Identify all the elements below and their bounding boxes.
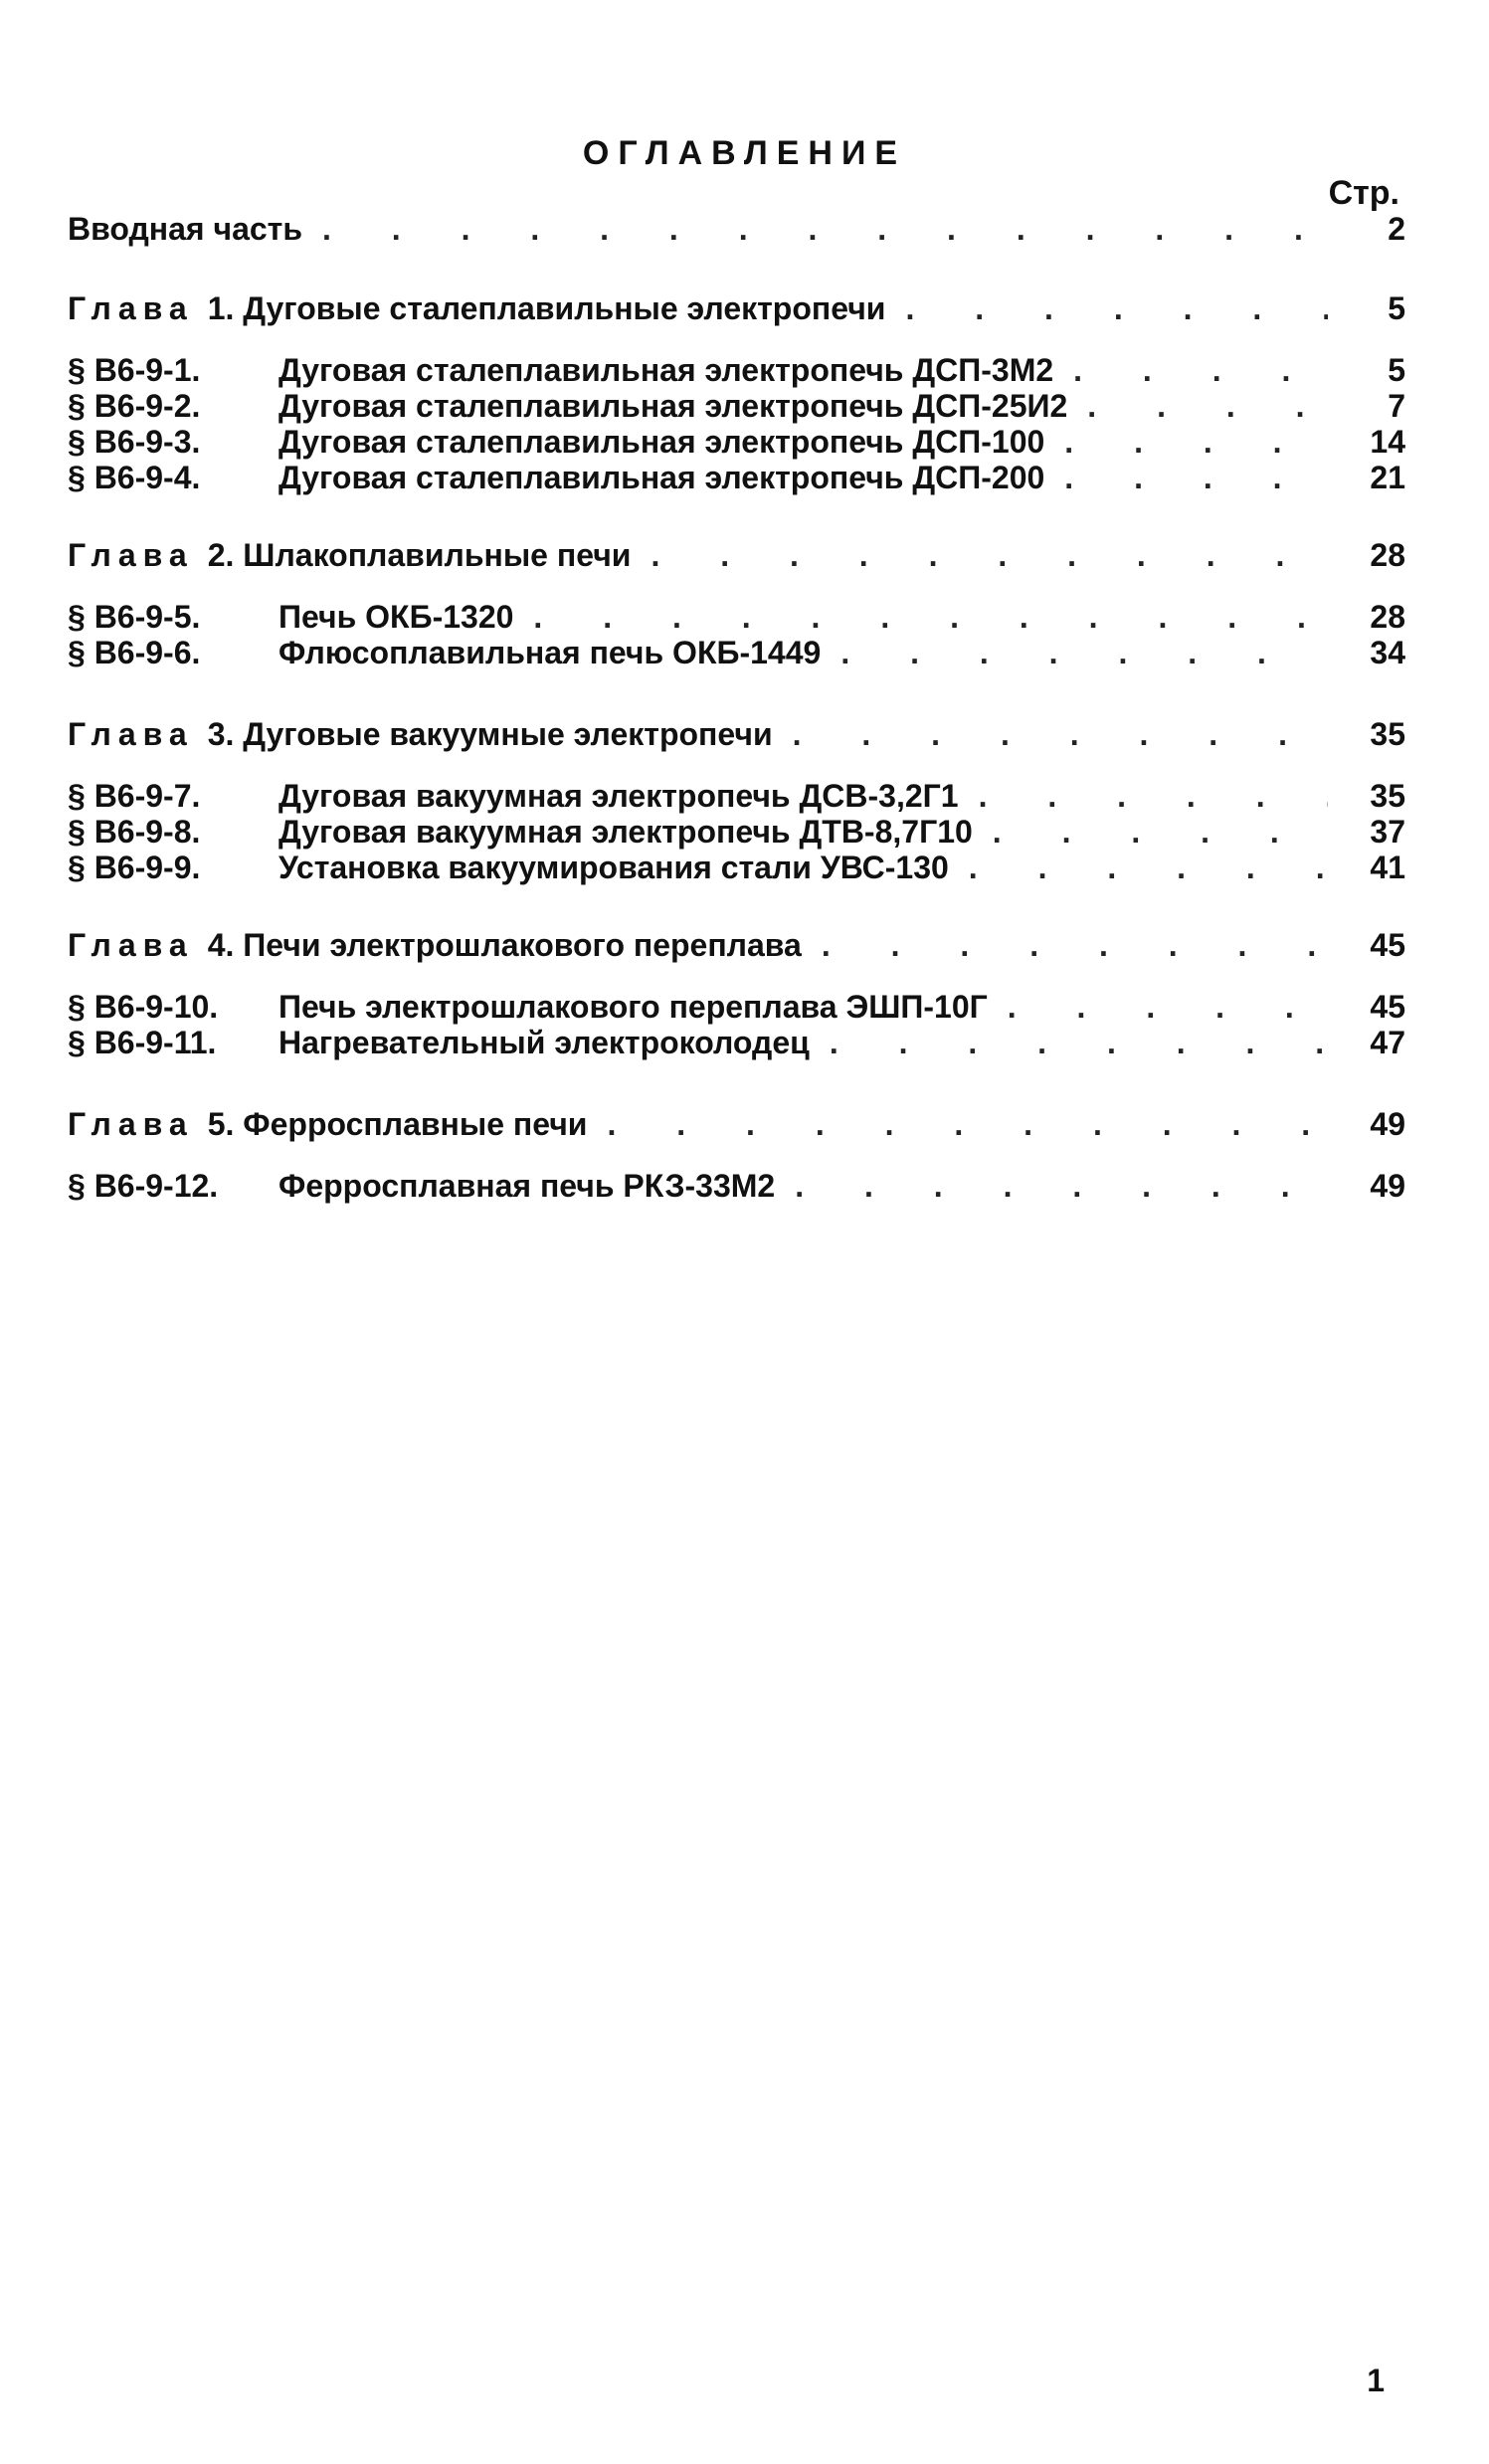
section-title: Дуговая сталеплавильная электропечь ДСП-25И2	[279, 388, 1068, 424]
section-title: Дуговая сталеплавильная электропечь ДСП-3М2	[279, 352, 1054, 388]
section-code: § В6-9-4.	[68, 460, 201, 495]
dot-leader	[830, 1023, 1328, 1062]
toc-section[interactable]	[68, 633, 1405, 672]
section-title: Печь электрошлакового переплава ЭШП-10Г	[279, 989, 988, 1025]
section-code: § В6-9-10.	[68, 989, 219, 1025]
chapter-prefix: Глава	[68, 290, 194, 326]
section-title: Ферросплавная печь РКЗ-33М2	[279, 1168, 776, 1204]
toc-chapter-1[interactable]	[68, 288, 1405, 328]
section-code: § В6-9-5.	[68, 599, 201, 635]
dot-leader	[905, 288, 1328, 328]
toc-section[interactable]	[68, 422, 1405, 462]
chapter-page: 5	[1388, 290, 1405, 326]
section-code: § В6-9-9.	[68, 850, 201, 885]
section-code: § В6-9-7.	[68, 778, 201, 814]
toc-section[interactable]	[68, 350, 1405, 390]
dot-leader	[822, 925, 1328, 965]
chapter-title: 3. Дуговые вакуумные электропечи	[207, 716, 773, 752]
section-title: Дуговая вакуумная электропечь ДТВ-8,7Г10	[279, 814, 973, 850]
section-title: Дуговая сталеплавильная электропечь ДСП-200	[279, 460, 1045, 495]
toc-section[interactable]	[68, 987, 1405, 1027]
section-title: Нагревательный электроколодец	[279, 1025, 810, 1060]
dot-leader	[1064, 458, 1328, 497]
toc-chapter-3[interactable]	[68, 714, 1405, 754]
entry-page: 2	[1388, 211, 1405, 247]
page-column-label: Стр.	[1328, 174, 1399, 212]
dot-leader	[533, 597, 1328, 637]
section-title: Дуговая вакуумная электропечь ДСВ-3,2Г1	[279, 778, 959, 814]
toc-chapter-4[interactable]	[68, 925, 1405, 965]
toc-section[interactable]	[68, 812, 1405, 852]
dot-leader	[1087, 386, 1328, 426]
section-page: 21	[1370, 460, 1405, 495]
page-folio-number: 1	[1367, 2363, 1385, 2398]
dot-leader	[1008, 987, 1328, 1027]
entry-title: Вводная часть	[68, 211, 302, 247]
section-page: 14	[1370, 424, 1405, 460]
toc-section[interactable]	[68, 458, 1405, 497]
section-code: § В6-9-8.	[68, 814, 201, 850]
dot-leader	[979, 776, 1328, 816]
dot-leader	[795, 1166, 1328, 1206]
toc-section[interactable]	[68, 597, 1405, 637]
section-code: § В6-9-2.	[68, 388, 201, 424]
chapter-prefix: Глава	[68, 716, 194, 752]
section-page: 5	[1388, 352, 1405, 388]
section-page: 45	[1370, 989, 1405, 1025]
toc-section[interactable]	[68, 848, 1405, 887]
chapter-prefix: Глава	[68, 537, 194, 573]
toc-section[interactable]	[68, 1023, 1405, 1062]
dot-leader	[969, 848, 1328, 887]
section-page: 34	[1370, 635, 1405, 670]
section-code: § В6-9-1.	[68, 352, 201, 388]
toc-section[interactable]	[68, 776, 1405, 816]
dot-leader	[993, 812, 1328, 852]
chapter-title: 1. Дуговые сталеплавильные электропечи	[207, 290, 886, 326]
toc-heading: ОГЛАВЛЕНИЕ	[582, 134, 907, 172]
section-page: 49	[1370, 1168, 1405, 1204]
section-code: § В6-9-6.	[68, 635, 201, 670]
dot-leader	[840, 633, 1328, 672]
chapter-prefix: Глава	[68, 1106, 194, 1142]
chapter-title: 2. Шлакоплавильные печи	[207, 537, 632, 573]
section-page: 28	[1370, 599, 1405, 635]
toc-entry-intro[interactable]	[68, 209, 1405, 249]
section-page: 47	[1370, 1025, 1405, 1060]
dot-leader	[1073, 350, 1328, 390]
dot-leader	[1064, 422, 1328, 462]
chapter-page: 49	[1370, 1106, 1405, 1142]
section-code: § В6-9-12.	[68, 1168, 219, 1204]
dot-leader	[607, 1104, 1328, 1144]
toc-section[interactable]	[68, 1166, 1405, 1206]
toc-chapter-5[interactable]	[68, 1104, 1405, 1144]
section-code: § В6-9-3.	[68, 424, 201, 460]
section-title: Установка вакуумирования стали УВС-130	[279, 850, 949, 885]
section-title: Печь ОКБ-1320	[279, 599, 514, 635]
section-page: 37	[1370, 814, 1405, 850]
chapter-page: 28	[1370, 537, 1405, 573]
section-page: 7	[1388, 388, 1405, 424]
section-code: § В6-9-11.	[68, 1025, 217, 1060]
chapter-title: 5. Ферросплавные печи	[207, 1106, 588, 1142]
chapter-page: 35	[1370, 716, 1405, 752]
chapter-page: 45	[1370, 927, 1405, 963]
section-title: Дуговая сталеплавильная электропечь ДСП-100	[279, 424, 1045, 460]
toc-section[interactable]	[68, 386, 1405, 426]
dot-leader	[793, 714, 1328, 754]
section-page: 35	[1370, 778, 1405, 814]
section-title: Флюсоплавильная печь ОКБ-1449	[279, 635, 822, 670]
toc-chapter-2[interactable]	[68, 535, 1405, 575]
section-page: 41	[1370, 850, 1405, 885]
chapter-prefix: Глава	[68, 927, 194, 963]
chapter-title: 4. Печи электрошлакового переплава	[207, 927, 802, 963]
dot-leader	[651, 535, 1328, 575]
dot-leader	[322, 209, 1328, 249]
